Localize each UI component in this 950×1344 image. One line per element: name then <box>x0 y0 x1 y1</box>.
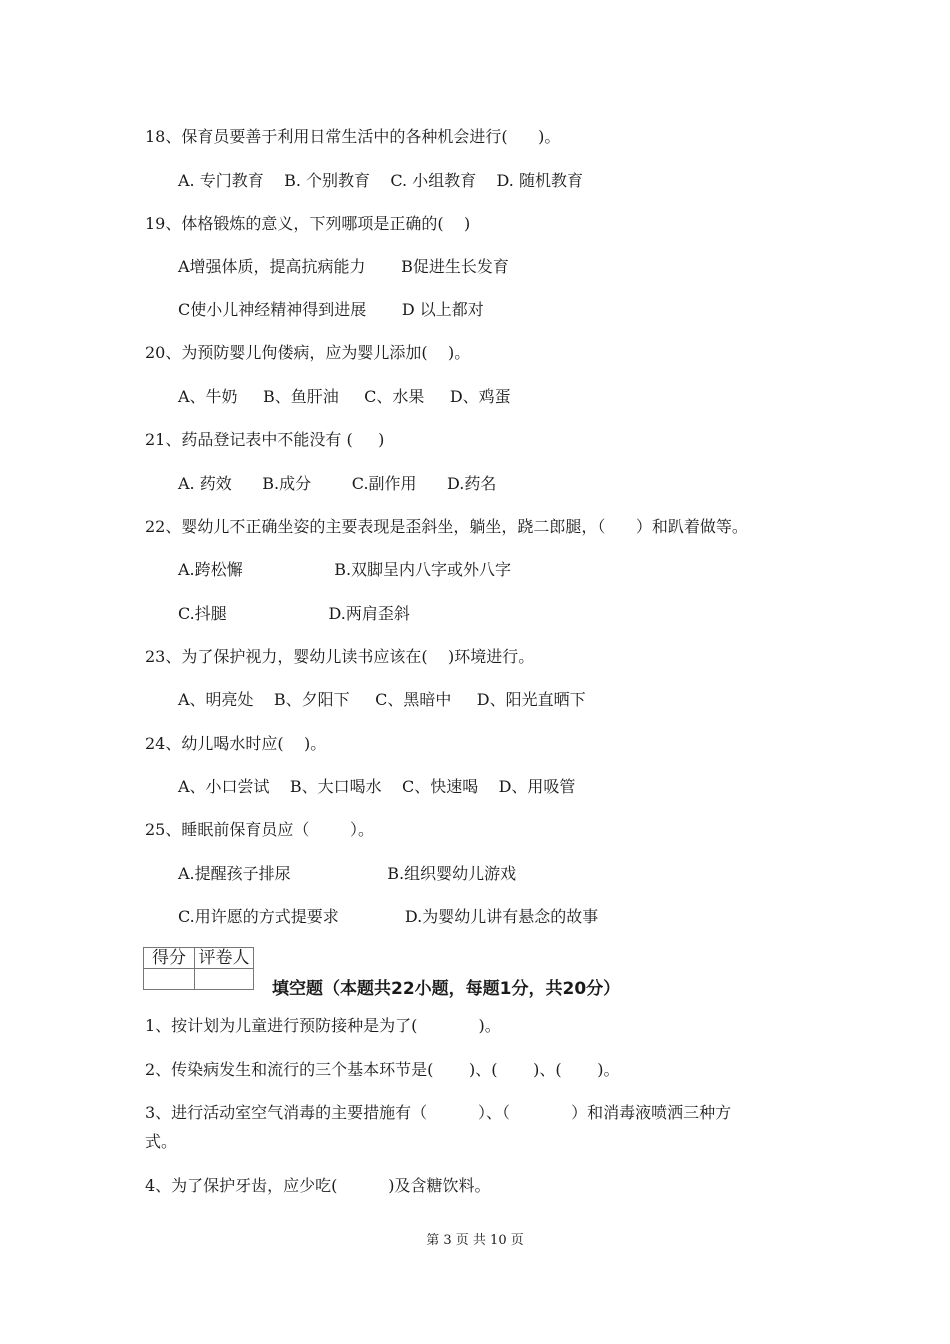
question-options: A. 专门教育 B. 个别教育 C. 小组教育 D. 随机教育 <box>178 171 583 190</box>
fill-question-2: 2、传染病发生和流行的三个基本环节是( )、( )、( )。 <box>145 1060 620 1079</box>
question-options: A.跨松懈 B.双脚呈内八字或外八字 <box>178 560 512 579</box>
grader-cell <box>195 969 254 990</box>
question-stem: 25、睡眠前保育员应（ ）。 <box>145 820 375 839</box>
question-options: A、牛奶 B、鱼肝油 C、水果 D、鸡蛋 <box>178 387 511 406</box>
question-options: A.提醒孩子排尿 B.组织婴幼儿游戏 <box>178 864 517 883</box>
score-cell <box>144 969 195 990</box>
question-stem: 18、保育员要善于利用日常生活中的各种机会进行( )。 <box>145 127 561 146</box>
question-options: A、明亮处 B、夕阳下 C、黑暗中 D、阳光直晒下 <box>178 690 586 709</box>
question-stem: 21、药品登记表中不能没有 ( ) <box>145 430 385 449</box>
page-footer: 第 3 页 共 10 页 <box>426 1233 524 1248</box>
score-label: 得分 <box>144 948 195 969</box>
grader-label: 评卷人 <box>195 948 254 969</box>
question-stem: 23、为了保护视力，婴幼儿读书应该在( )环境进行。 <box>145 647 535 666</box>
score-box <box>143 947 254 990</box>
question-options: A. 药效 B.成分 C.副作用 D.药名 <box>178 474 497 493</box>
fill-question-3-continued: 式。 <box>145 1132 178 1151</box>
section-title: 填空题（本题共22小题，每题1分，共20分） <box>272 979 621 999</box>
fill-question-1: 1、按计划为儿童进行预防接种是为了( )。 <box>145 1016 501 1035</box>
question-options: C使小儿神经精神得到进展 D 以上都对 <box>178 300 484 319</box>
question-stem: 20、为预防婴儿佝偻病，应为婴儿添加( )。 <box>145 343 471 362</box>
question-options: C.用许愿的方式提要求 D.为婴幼儿讲有悬念的故事 <box>178 907 599 926</box>
question-stem: 22、婴幼儿不正确坐姿的主要表现是歪斜坐，躺坐，跷二郎腿，（ ）和趴着做等。 <box>145 517 748 536</box>
question-options: C.抖腿 D.两肩歪斜 <box>178 604 410 623</box>
fill-question-4: 4、为了保护牙齿，应少吃( )及含糖饮料。 <box>145 1176 491 1195</box>
question-options: A、小口尝试 B、大口喝水 C、快速喝 D、用吸管 <box>178 777 576 796</box>
question-stem: 19、体格锻炼的意义，下列哪项是正确的( ) <box>145 214 471 233</box>
question-options: A增强体质，提高抗病能力 B促进生长发育 <box>178 257 509 276</box>
question-stem: 24、幼儿喝水时应( )。 <box>145 734 327 753</box>
fill-question-3: 3、进行活动室空气消毒的主要措施有（ ）、（ ）和消毒液喷洒三种方 <box>145 1103 732 1122</box>
